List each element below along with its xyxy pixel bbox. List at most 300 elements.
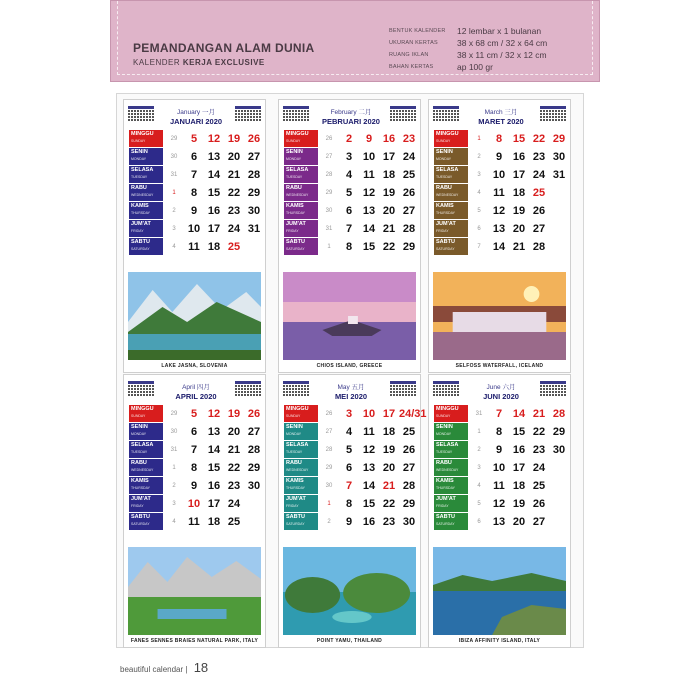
date-cell: 21 (382, 479, 396, 492)
landscape-photo (128, 272, 261, 360)
date-cell: 20 (227, 150, 241, 163)
date-cell: 10 (187, 497, 201, 510)
subtitle-plain: KALENDER (133, 58, 181, 67)
mini-calendar (128, 381, 154, 397)
date-cell: 9 (495, 443, 503, 456)
date-cell: 16 (382, 132, 396, 145)
date-cell: 27 (325, 153, 333, 160)
date-cell: 9 (345, 515, 353, 528)
date-cell: 10 (492, 168, 506, 181)
date-cell: 22 (382, 240, 396, 253)
date-cell: 31 (552, 168, 566, 181)
date-cell: 26 (402, 443, 416, 456)
calendar-march (428, 99, 571, 373)
weekday-label: JUM'AT FRIDAY (284, 220, 318, 237)
date-cell: 29 (170, 410, 178, 417)
date-cell: 20 (382, 461, 396, 474)
date-row (164, 166, 264, 183)
weekday-label: RABU WEDNESDAY (434, 459, 468, 476)
date-cell: 6 (345, 204, 353, 217)
date-cell: 6 (345, 461, 353, 474)
date-cell: 29 (247, 186, 261, 199)
date-cell: 2 (172, 482, 176, 489)
landscape-photo (283, 272, 416, 360)
date-cell: 12 (207, 407, 221, 420)
month-indonesian: APRIL 2020 (160, 392, 232, 401)
date-cell: 2 (345, 132, 353, 145)
date-cell: 4 (345, 168, 353, 181)
weekday-label: RABU WEDNESDAY (434, 184, 468, 201)
date-cell: 28 (402, 479, 416, 492)
date-cell: 4 (172, 243, 176, 250)
date-cell: 22 (532, 425, 546, 438)
spec-key: BAHAN KERTAS (389, 64, 434, 70)
weekday-column (284, 405, 318, 531)
date-cell: 28 (247, 443, 261, 456)
date-row (164, 130, 264, 147)
date-cell: 7 (190, 168, 198, 181)
date-cell: 11 (493, 479, 505, 492)
date-row (469, 495, 569, 512)
date-cell: 25 (402, 168, 416, 181)
date-cell: 13 (492, 222, 506, 235)
weekday-label: MINGGU SUNDAY (129, 130, 163, 147)
date-cell: 1 (172, 189, 176, 196)
date-row (164, 495, 264, 512)
calendar-may (278, 374, 427, 648)
date-cell: 18 (207, 515, 221, 528)
date-cell: 15 (512, 425, 526, 438)
date-cell: 4 (172, 518, 176, 525)
date-cell: 4 (477, 482, 481, 489)
weekday-label: SABTU SATURDAY (434, 238, 468, 255)
date-cell: 26 (247, 132, 261, 145)
spec-row (389, 61, 599, 73)
date-cell: 13 (362, 204, 376, 217)
date-cell: 29 (402, 240, 416, 253)
date-cell: 25 (532, 479, 546, 492)
weekday-label: JUM'AT FRIDAY (284, 495, 318, 512)
date-cell: 18 (382, 168, 396, 181)
weekday-label: SENIN MONDAY (129, 423, 163, 440)
weekday-column (129, 130, 163, 256)
date-cell: 29 (170, 135, 178, 142)
date-cell: 3 (477, 464, 481, 471)
date-grid (164, 405, 264, 531)
date-cell: 30 (552, 150, 566, 163)
weekday-label: RABU WEDNESDAY (129, 184, 163, 201)
date-cell: 11 (188, 515, 200, 528)
photo-caption: FANES SENNES BRAIES NATURAL PARK, ITALY (130, 638, 259, 644)
date-cell: 31 (325, 225, 333, 232)
date-row (469, 202, 569, 219)
date-row (469, 130, 569, 147)
date-cell: 30 (325, 207, 333, 214)
date-cell: 22 (532, 132, 546, 145)
date-cell: 10 (492, 461, 506, 474)
calendar-april (123, 374, 266, 648)
weekday-label: JUM'AT FRIDAY (129, 220, 163, 237)
date-row (164, 423, 264, 440)
date-cell: 5 (190, 132, 198, 145)
calendar-january (123, 99, 266, 373)
date-cell: 27 (247, 425, 261, 438)
date-cell: 24/31 (399, 407, 427, 420)
date-cell: 8 (345, 497, 353, 510)
date-cell: 21 (532, 407, 546, 420)
date-grid (469, 130, 569, 256)
month-indonesian: MEI 2020 (315, 392, 387, 401)
date-cell: 21 (227, 443, 241, 456)
month-indonesian: JUNI 2020 (465, 392, 537, 401)
month-indonesian: JANUARI 2020 (160, 117, 232, 126)
date-row (469, 513, 569, 530)
catalog-subtitle (133, 58, 265, 67)
date-cell: 5 (477, 500, 481, 507)
date-cell: 28 (247, 168, 261, 181)
spec-key: RUANG IKLAN (389, 52, 429, 58)
weekday-label: SELASA TUESDAY (434, 441, 468, 458)
mini-calendar (390, 106, 416, 122)
catalog-title: PEMANDANGAN ALAM DUNIA (133, 41, 315, 55)
date-cell: 12 (492, 497, 506, 510)
date-cell: 19 (382, 186, 396, 199)
date-cell: 27 (247, 150, 261, 163)
weekday-label: JUM'AT FRIDAY (434, 495, 468, 512)
date-row (469, 477, 569, 494)
date-cell: 11 (363, 168, 375, 181)
date-cell: 24 (227, 222, 241, 235)
date-cell: 12 (492, 204, 506, 217)
date-cell: 11 (188, 240, 200, 253)
date-cell: 3 (172, 225, 176, 232)
date-cell: 31 (247, 222, 261, 235)
date-cell: 7 (495, 407, 503, 420)
weekday-column (434, 405, 468, 531)
date-row (319, 238, 419, 255)
weekday-label: MINGGU SUNDAY (284, 130, 318, 147)
date-cell: 26 (325, 410, 333, 417)
date-cell: 26 (325, 135, 333, 142)
date-cell: 1 (477, 428, 481, 435)
date-row (164, 459, 264, 476)
spec-table (389, 25, 599, 73)
date-row (319, 423, 419, 440)
date-cell: 25 (227, 515, 241, 528)
date-cell: 21 (512, 240, 526, 253)
mini-calendar (235, 106, 261, 122)
date-cell: 10 (362, 150, 376, 163)
date-cell: 31 (170, 446, 178, 453)
date-cell: 20 (512, 515, 526, 528)
mini-calendar (390, 381, 416, 397)
date-cell: 14 (207, 168, 221, 181)
date-row (164, 220, 264, 237)
date-row (164, 441, 264, 458)
photo-caption: LAKE JASNA, SLOVENIA (161, 363, 228, 369)
date-cell: 17 (512, 168, 526, 181)
weekday-label: SENIN MONDAY (434, 423, 468, 440)
date-row (469, 184, 569, 201)
date-cell: 8 (345, 240, 353, 253)
date-row (319, 459, 419, 476)
date-row (164, 184, 264, 201)
date-cell: 18 (512, 479, 526, 492)
date-cell: 5 (477, 207, 481, 214)
date-cell: 23 (227, 204, 241, 217)
date-cell: 19 (512, 204, 526, 217)
date-cell: 2 (327, 518, 331, 525)
weekday-label: SABTU SATURDAY (129, 513, 163, 530)
date-cell: 16 (362, 515, 376, 528)
date-row (319, 405, 427, 422)
date-cell: 23 (532, 443, 546, 456)
footer-separator: | (185, 665, 188, 674)
date-cell: 20 (227, 425, 241, 438)
calendar-june (428, 374, 571, 648)
date-cell: 26 (402, 186, 416, 199)
date-cell: 27 (402, 204, 416, 217)
date-cell: 29 (552, 425, 566, 438)
date-cell: 3 (345, 407, 353, 420)
weekday-label: KAMIS THURSDAY (284, 477, 318, 494)
month-english: March 三月 (484, 109, 518, 116)
date-cell: 29 (552, 132, 566, 145)
date-cell: 18 (382, 425, 396, 438)
date-cell: 17 (207, 497, 221, 510)
month-english: April 四月 (182, 384, 210, 391)
date-grid (319, 405, 427, 531)
date-row (469, 441, 569, 458)
weekday-column (284, 130, 318, 256)
date-cell: 1 (327, 243, 331, 250)
date-row (469, 220, 569, 237)
subtitle-bold: KERJA EXCLUSIVE (182, 58, 265, 67)
date-cell: 15 (207, 186, 221, 199)
date-cell: 3 (477, 171, 481, 178)
date-cell: 15 (362, 497, 376, 510)
date-cell: 22 (227, 186, 241, 199)
date-cell: 5 (345, 186, 353, 199)
date-cell: 6 (190, 425, 198, 438)
date-cell: 8 (190, 461, 198, 474)
spec-value: ap 100 gr (457, 62, 493, 72)
spec-value: 12 lembar x 1 bulanan (457, 26, 542, 36)
date-cell: 11 (493, 186, 505, 199)
date-cell: 23 (227, 479, 241, 492)
date-cell: 26 (532, 204, 546, 217)
date-row (469, 166, 569, 183)
weekday-label: SABTU SATURDAY (284, 513, 318, 530)
date-cell: 9 (365, 132, 373, 145)
date-cell: 28 (402, 222, 416, 235)
landscape-photo (433, 272, 566, 360)
date-cell: 24 (402, 150, 416, 163)
date-cell: 25 (402, 425, 416, 438)
spec-key: BENTUK KALENDER (389, 28, 446, 34)
date-cell: 6 (477, 225, 481, 232)
date-row (319, 495, 419, 512)
landscape-photo (433, 547, 566, 635)
date-cell: 3 (172, 500, 176, 507)
weekday-column (434, 130, 468, 256)
page-footer (120, 660, 208, 675)
date-cell: 15 (362, 240, 376, 253)
landscape-photo (128, 547, 261, 635)
spec-value: 38 x 11 cm / 32 x 12 cm (457, 50, 547, 60)
spec-row (389, 49, 599, 61)
weekday-label: MINGGU SUNDAY (284, 405, 318, 422)
date-cell: 11 (363, 425, 375, 438)
weekday-label: SENIN MONDAY (284, 423, 318, 440)
date-cell: 23 (382, 515, 396, 528)
weekday-label: RABU WEDNESDAY (284, 184, 318, 201)
weekday-label: KAMIS THURSDAY (434, 477, 468, 494)
date-cell: 14 (492, 240, 506, 253)
date-cell: 8 (495, 132, 503, 145)
mini-calendar (128, 106, 154, 122)
date-row (164, 405, 264, 422)
date-cell: 14 (362, 222, 376, 235)
header-band (110, 0, 600, 82)
weekday-label: SELASA TUESDAY (284, 166, 318, 183)
date-cell: 16 (207, 479, 221, 492)
date-cell: 12 (362, 186, 376, 199)
date-cell: 22 (382, 497, 396, 510)
date-cell: 27 (402, 461, 416, 474)
date-cell: 4 (345, 425, 353, 438)
month-title (465, 382, 537, 401)
date-cell: 10 (362, 407, 376, 420)
weekday-label: MINGGU SUNDAY (434, 405, 468, 422)
weekday-label: SABTU SATURDAY (434, 513, 468, 530)
date-cell: 16 (207, 204, 221, 217)
page-number: 18 (193, 660, 209, 675)
month-english: January 一月 (177, 109, 215, 116)
date-cell: 29 (247, 461, 261, 474)
landscape-photo (283, 547, 416, 635)
date-cell: 28 (325, 171, 333, 178)
mini-calendar (433, 106, 459, 122)
mini-calendar (235, 381, 261, 397)
date-cell: 14 (362, 479, 376, 492)
date-cell: 14 (512, 407, 526, 420)
date-cell: 6 (477, 518, 481, 525)
date-cell: 8 (190, 186, 198, 199)
date-row (469, 405, 569, 422)
date-row (319, 166, 419, 183)
footer-label: beautiful calendar (120, 665, 184, 674)
photo-caption: IBIZA AFFINITY ISLAND, ITALY (458, 638, 541, 644)
weekday-label: MINGGU SUNDAY (129, 405, 163, 422)
date-cell: 28 (325, 446, 333, 453)
month-indonesian: MARET 2020 (465, 117, 537, 126)
month-title (315, 382, 387, 401)
date-cell: 17 (382, 150, 396, 163)
date-cell: 19 (382, 443, 396, 456)
weekday-label: MINGGU SUNDAY (434, 130, 468, 147)
date-row (319, 220, 419, 237)
mini-calendar (540, 381, 566, 397)
weekday-label: KAMIS THURSDAY (284, 202, 318, 219)
date-cell: 7 (345, 222, 353, 235)
date-row (164, 202, 264, 219)
date-cell: 6 (190, 150, 198, 163)
date-cell: 26 (247, 407, 261, 420)
date-cell: 2 (172, 207, 176, 214)
date-cell: 20 (512, 222, 526, 235)
date-cell: 19 (512, 497, 526, 510)
date-row (469, 459, 569, 476)
weekday-label: KAMIS THURSDAY (434, 202, 468, 219)
weekday-label: RABU WEDNESDAY (129, 459, 163, 476)
date-cell: 4 (477, 189, 481, 196)
month-title (465, 107, 537, 126)
date-cell: 10 (187, 222, 201, 235)
photo-caption: POINT YAMU, THAILAND (316, 638, 383, 644)
date-grid (164, 130, 264, 256)
date-cell: 31 (170, 171, 178, 178)
weekday-label: JUM'AT FRIDAY (434, 220, 468, 237)
date-row (469, 148, 569, 165)
date-cell: 30 (247, 204, 261, 217)
weekday-label: SENIN MONDAY (284, 148, 318, 165)
weekday-column (129, 405, 163, 531)
date-row (164, 148, 264, 165)
date-cell: 20 (382, 204, 396, 217)
date-cell: 7 (190, 443, 198, 456)
month-english: May 五月 (337, 384, 365, 391)
date-cell: 26 (532, 497, 546, 510)
date-cell: 8 (495, 425, 503, 438)
date-cell: 28 (532, 240, 546, 253)
calendar-february (278, 99, 421, 373)
date-cell: 13 (207, 150, 221, 163)
date-row (319, 184, 419, 201)
spec-value: 38 x 68 cm / 32 x 64 cm (457, 38, 548, 48)
mini-calendar (283, 381, 309, 397)
date-row (469, 238, 569, 255)
date-row (469, 423, 569, 440)
date-row (164, 477, 264, 494)
date-cell: 30 (552, 443, 566, 456)
weekday-label: SENIN MONDAY (129, 148, 163, 165)
date-cell: 30 (402, 515, 416, 528)
date-cell: 18 (207, 240, 221, 253)
date-cell: 16 (512, 443, 526, 456)
month-title (160, 107, 232, 126)
date-cell: 29 (325, 464, 333, 471)
weekday-label: SABTU SATURDAY (129, 238, 163, 255)
date-row (319, 202, 419, 219)
weekday-label: RABU WEDNESDAY (284, 459, 318, 476)
month-title (315, 107, 387, 126)
date-cell: 24 (227, 497, 241, 510)
weekday-label: KAMIS THURSDAY (129, 477, 163, 494)
photo-caption: SELFOSS WATERFALL, ICELAND (455, 363, 544, 369)
date-grid (319, 130, 419, 256)
date-cell: 3 (345, 150, 353, 163)
date-cell: 1 (172, 464, 176, 471)
date-cell: 28 (552, 407, 566, 420)
date-cell: 27 (532, 515, 546, 528)
date-cell: 7 (477, 243, 481, 250)
date-cell: 25 (532, 186, 546, 199)
date-cell: 25 (227, 240, 241, 253)
weekday-label: SELASA TUESDAY (129, 441, 163, 458)
date-cell: 31 (475, 410, 483, 417)
weekday-label: JUM'AT FRIDAY (129, 495, 163, 512)
